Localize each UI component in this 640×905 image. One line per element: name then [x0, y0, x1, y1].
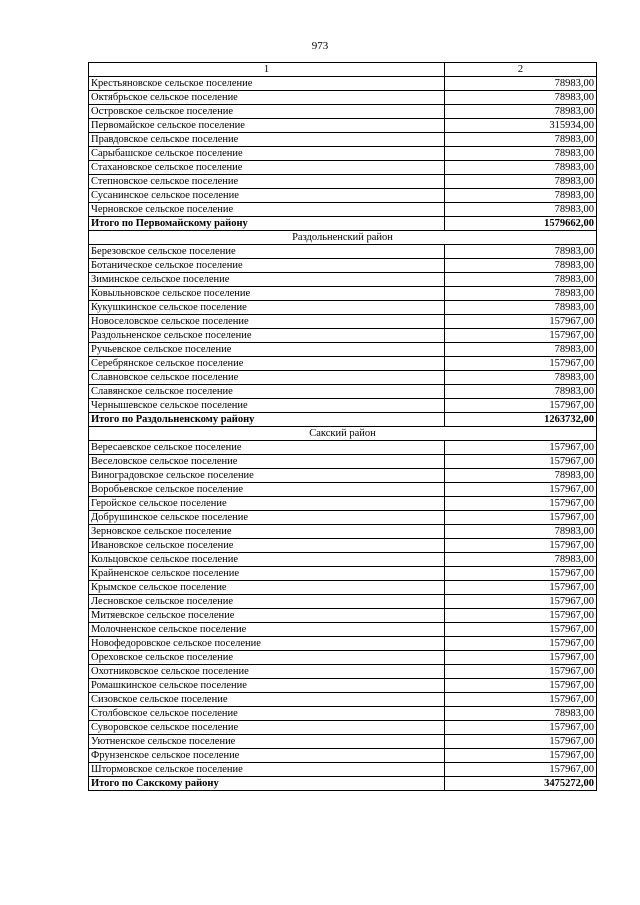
settlement-name: Охотниковское сельское поселение — [89, 665, 445, 679]
settlement-name: Геройское сельское поселение — [89, 497, 445, 511]
settlement-name: Штормовское сельское поселение — [89, 763, 445, 777]
settlement-amount: 157967,00 — [445, 665, 597, 679]
settlement-name: Правдовское сельское поселение — [89, 133, 445, 147]
settlement-amount: 157967,00 — [445, 763, 597, 777]
settlement-amount: 157967,00 — [445, 567, 597, 581]
settlement-name: Уютненское сельское поселение — [89, 735, 445, 749]
settlement-amount: 157967,00 — [445, 721, 597, 735]
total-label: Итого по Первомайскому району — [89, 217, 445, 231]
table-row — [89, 455, 597, 469]
settlement-amount: 78983,00 — [445, 301, 597, 315]
settlement-amount: 78983,00 — [445, 133, 597, 147]
settlement-name: Новоселовское сельское поселение — [89, 315, 445, 329]
table-body — [89, 77, 597, 791]
table-row — [89, 469, 597, 483]
table-row — [89, 721, 597, 735]
table-row — [89, 567, 597, 581]
settlement-amount: 157967,00 — [445, 497, 597, 511]
settlement-name: Сарыбашское сельское поселение — [89, 147, 445, 161]
settlement-name: Степновское сельское поселение — [89, 175, 445, 189]
table-row — [89, 749, 597, 763]
settlement-name: Стахановское сельское поселение — [89, 161, 445, 175]
table-row — [89, 665, 597, 679]
settlement-amount: 78983,00 — [445, 147, 597, 161]
settlement-name: Сусанинское сельское поселение — [89, 189, 445, 203]
column-header-2: 2 — [445, 63, 597, 77]
table-row — [89, 91, 597, 105]
allocation-table — [88, 62, 597, 791]
settlement-amount: 78983,00 — [445, 259, 597, 273]
settlement-name: Черновское сельское поселение — [89, 203, 445, 217]
table-row — [89, 105, 597, 119]
settlement-amount: 78983,00 — [445, 245, 597, 259]
column-header-1: 1 — [89, 63, 445, 77]
settlement-amount: 157967,00 — [445, 609, 597, 623]
settlement-name: Ромашкинское сельское поселение — [89, 679, 445, 693]
section-row — [89, 231, 597, 245]
settlement-amount: 78983,00 — [445, 707, 597, 721]
section-title: Сакский район — [89, 427, 597, 441]
settlement-amount: 157967,00 — [445, 399, 597, 413]
table-row — [89, 581, 597, 595]
table-row — [89, 133, 597, 147]
table-row — [89, 735, 597, 749]
settlement-amount: 315934,00 — [445, 119, 597, 133]
settlement-name: Славянское сельское поселение — [89, 385, 445, 399]
table-row — [89, 623, 597, 637]
settlement-name: Кукушкинское сельское поселение — [89, 301, 445, 315]
settlement-amount: 78983,00 — [445, 203, 597, 217]
section-title: Раздольненский район — [89, 231, 597, 245]
settlement-amount: 78983,00 — [445, 525, 597, 539]
settlement-amount: 157967,00 — [445, 693, 597, 707]
total-amount: 3475272,00 — [445, 777, 597, 791]
table-row — [89, 595, 597, 609]
settlement-name: Сизовское сельское поселение — [89, 693, 445, 707]
table-row — [89, 385, 597, 399]
settlement-name: Молочненское сельское поселение — [89, 623, 445, 637]
table-row — [89, 609, 597, 623]
settlement-name: Славновское сельское поселение — [89, 371, 445, 385]
settlement-name: Зерновское сельское поселение — [89, 525, 445, 539]
table-row — [89, 763, 597, 777]
table-row — [89, 329, 597, 343]
settlement-name: Октябрьское сельское поселение — [89, 91, 445, 105]
settlement-name: Новофедоровское сельское поселение — [89, 637, 445, 651]
settlement-name: Добрушинское сельское поселение — [89, 511, 445, 525]
settlement-name: Фрунзенское сельское поселение — [89, 749, 445, 763]
table-row — [89, 679, 597, 693]
total-label: Итого по Раздольненскому району — [89, 413, 445, 427]
table-row — [89, 497, 597, 511]
table-row — [89, 287, 597, 301]
table-row — [89, 707, 597, 721]
settlement-name: Ручьевское сельское поселение — [89, 343, 445, 357]
settlement-amount: 78983,00 — [445, 105, 597, 119]
settlement-name: Кольцовское сельское поселение — [89, 553, 445, 567]
settlement-name: Ковыльновское сельское поселение — [89, 287, 445, 301]
settlement-amount: 157967,00 — [445, 679, 597, 693]
section-row — [89, 427, 597, 441]
settlement-amount: 157967,00 — [445, 581, 597, 595]
table-row — [89, 511, 597, 525]
settlement-name: Столбовское сельское поселение — [89, 707, 445, 721]
settlement-amount: 78983,00 — [445, 343, 597, 357]
settlement-name: Чернышевское сельское поселение — [89, 399, 445, 413]
settlement-amount: 78983,00 — [445, 287, 597, 301]
settlement-amount: 78983,00 — [445, 553, 597, 567]
table-row — [89, 525, 597, 539]
table-row — [89, 77, 597, 91]
settlement-name: Березовское сельское поселение — [89, 245, 445, 259]
table-header-row — [89, 63, 597, 77]
settlement-amount: 78983,00 — [445, 189, 597, 203]
settlement-name: Суворовское сельское поселение — [89, 721, 445, 735]
settlement-amount: 157967,00 — [445, 623, 597, 637]
settlement-amount: 157967,00 — [445, 595, 597, 609]
settlement-amount: 78983,00 — [445, 77, 597, 91]
settlement-amount: 78983,00 — [445, 91, 597, 105]
settlement-name: Серебрянское сельское поселение — [89, 357, 445, 371]
table-row — [89, 119, 597, 133]
settlement-name: Воробьевское сельское поселение — [89, 483, 445, 497]
settlement-name: Виноградовское сельское поселение — [89, 469, 445, 483]
total-amount: 1263732,00 — [445, 413, 597, 427]
table-row — [89, 483, 597, 497]
settlement-name: Митяевское сельское поселение — [89, 609, 445, 623]
settlement-name: Крайненское сельское поселение — [89, 567, 445, 581]
settlement-name: Островское сельское поселение — [89, 105, 445, 119]
total-row — [89, 777, 597, 791]
settlement-amount: 157967,00 — [445, 329, 597, 343]
settlement-name: Крестьяновское сельское поселение — [89, 77, 445, 91]
settlement-name: Крымское сельское поселение — [89, 581, 445, 595]
table-row — [89, 553, 597, 567]
settlement-amount: 78983,00 — [445, 469, 597, 483]
settlement-amount: 78983,00 — [445, 175, 597, 189]
total-row — [89, 413, 597, 427]
settlement-name: Вересаевское сельское поселение — [89, 441, 445, 455]
settlement-name: Лесновское сельское поселение — [89, 595, 445, 609]
table-row — [89, 441, 597, 455]
total-label: Итого по Сакскому району — [89, 777, 445, 791]
table-row — [89, 245, 597, 259]
settlement-amount: 78983,00 — [445, 385, 597, 399]
settlement-name: Ботаническое сельское поселение — [89, 259, 445, 273]
table-row — [89, 637, 597, 651]
total-row — [89, 217, 597, 231]
page-number: 973 — [311, 40, 329, 52]
settlement-amount: 157967,00 — [445, 735, 597, 749]
settlement-amount: 157967,00 — [445, 357, 597, 371]
table-row — [89, 147, 597, 161]
settlement-name: Зиминское сельское поселение — [89, 273, 445, 287]
table-row — [89, 203, 597, 217]
settlement-amount: 157967,00 — [445, 315, 597, 329]
settlement-name: Раздольненское сельское поселение — [89, 329, 445, 343]
settlement-name: Ивановское сельское поселение — [89, 539, 445, 553]
table-row — [89, 175, 597, 189]
table-row — [89, 693, 597, 707]
table-row — [89, 259, 597, 273]
total-amount: 1579662,00 — [445, 217, 597, 231]
settlement-amount: 78983,00 — [445, 371, 597, 385]
table-row — [89, 161, 597, 175]
settlement-name: Первомайское сельское поселение — [89, 119, 445, 133]
settlement-amount: 157967,00 — [445, 483, 597, 497]
settlement-amount: 157967,00 — [445, 637, 597, 651]
table-row — [89, 399, 597, 413]
table-row — [89, 301, 597, 315]
table-row — [89, 371, 597, 385]
settlement-name: Ореховское сельское поселение — [89, 651, 445, 665]
settlement-amount: 78983,00 — [445, 161, 597, 175]
table-row — [89, 273, 597, 287]
table-row — [89, 357, 597, 371]
settlement-name: Веселовское сельское поселение — [89, 455, 445, 469]
table-row — [89, 539, 597, 553]
table-row — [89, 651, 597, 665]
settlement-amount: 157967,00 — [445, 539, 597, 553]
settlement-amount: 78983,00 — [445, 273, 597, 287]
table-row — [89, 189, 597, 203]
table-row — [89, 343, 597, 357]
settlement-amount: 157967,00 — [445, 749, 597, 763]
settlement-amount: 157967,00 — [445, 455, 597, 469]
settlement-amount: 157967,00 — [445, 651, 597, 665]
table-row — [89, 315, 597, 329]
settlement-amount: 157967,00 — [445, 441, 597, 455]
settlement-amount: 157967,00 — [445, 511, 597, 525]
